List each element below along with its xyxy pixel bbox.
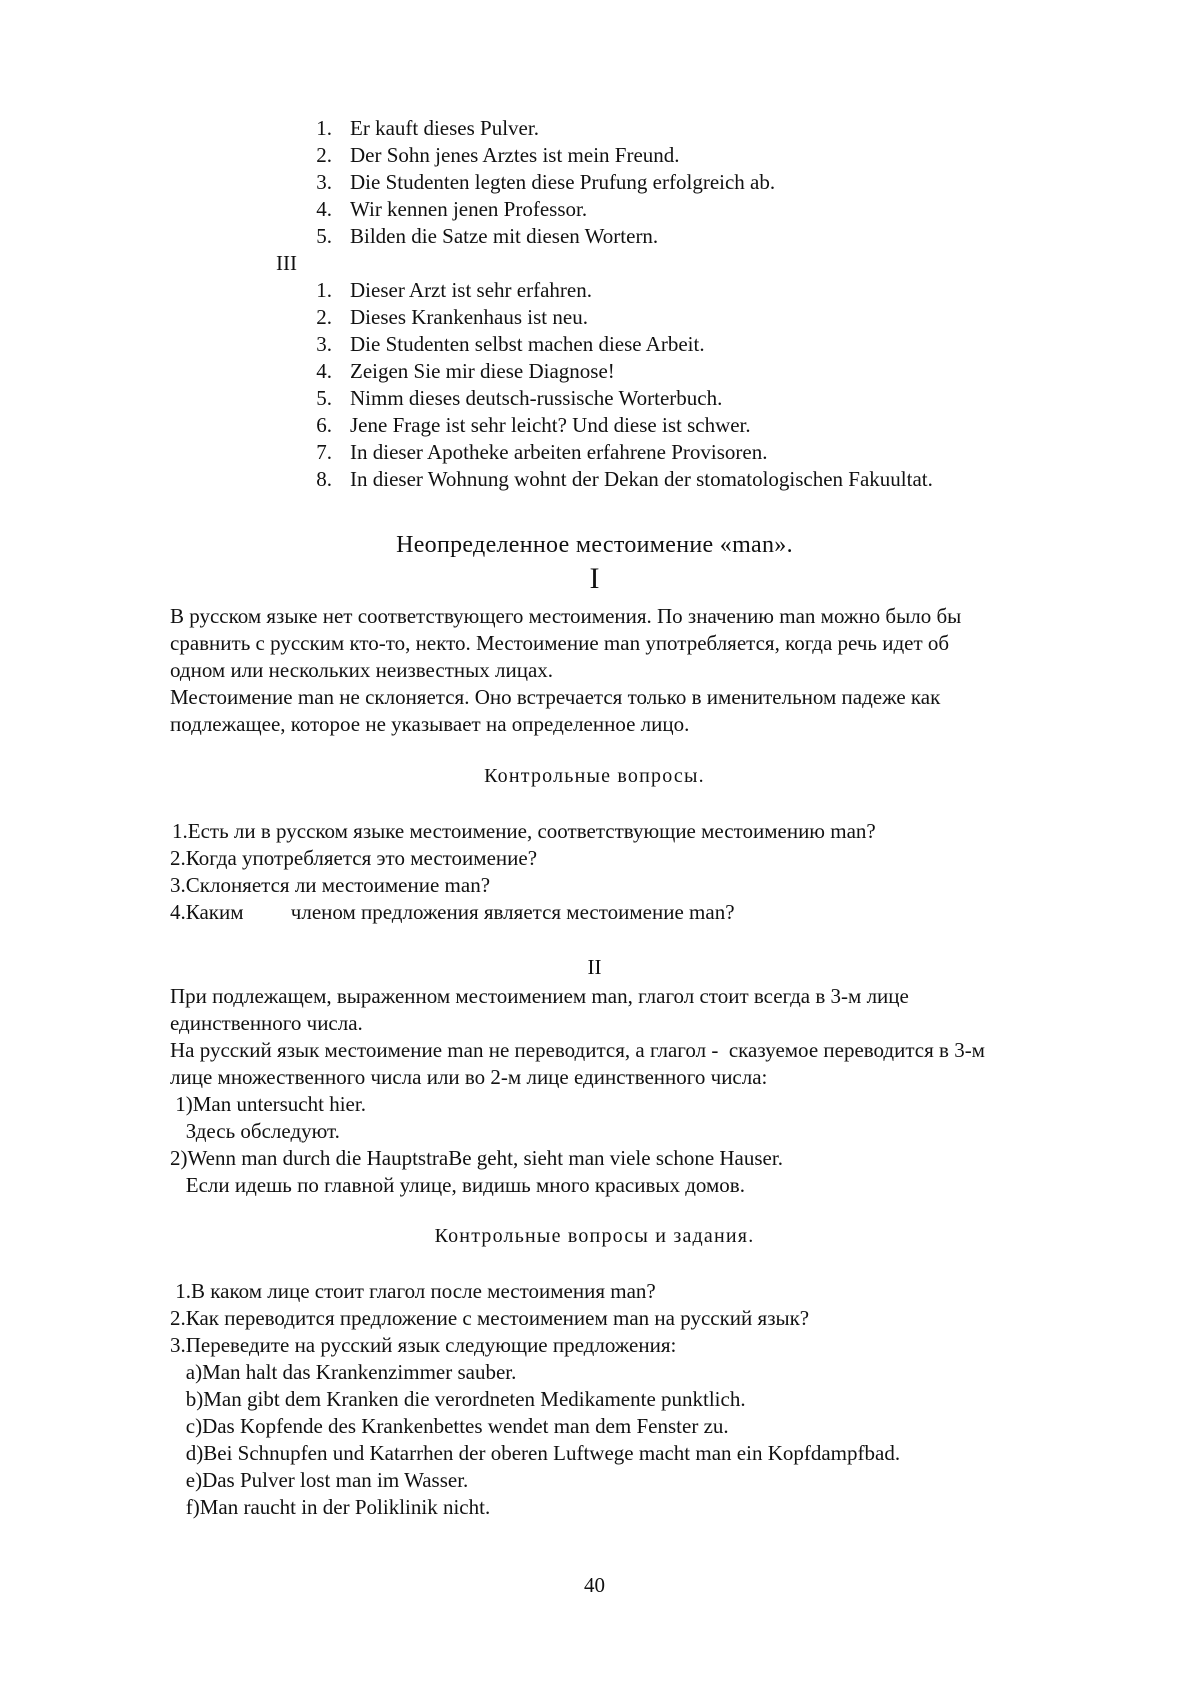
page-number: 40 — [584, 1573, 605, 1597]
section-iii-label: III — [276, 251, 297, 275]
list-item-number: 3. — [316, 332, 332, 356]
list-item-number: 1. — [316, 116, 332, 140]
list-item-text: Bilden die Satze mit diesen Wortern. — [350, 224, 659, 248]
list-item-number: 5. — [316, 224, 332, 248]
list-item-number: 8. — [316, 467, 332, 491]
list-item-number: 4. — [316, 359, 332, 383]
list-item-text: In dieser Apotheke arbeiten erfahrene Provisoren. — [350, 440, 768, 464]
list-item-text: Die Studenten legten diese Prufung erfolgreich ab. — [350, 170, 776, 194]
task-sentence: a)Man halt das Krankenzimmer sauber. — [170, 1360, 517, 1384]
example-translation: Здесь обследуют. — [170, 1119, 340, 1143]
paragraph-line: При подлежащем, выраженном местоимением man, глагол стоит всегда в 3-м лице — [170, 984, 909, 1008]
paragraph-line: единственного числа. — [170, 1011, 363, 1035]
task-line: 2.Как переводится предложение с местоимением man на русский язык? — [170, 1306, 810, 1330]
list-item-text: Nimm dieses deutsch-russische Worterbuch. — [350, 386, 723, 410]
paragraph-line: подлежащее, которое не указывает на определенное лицо. — [170, 712, 690, 736]
list-item-text: Er kauft dieses Pulver. — [350, 116, 539, 140]
list-item-number: 2. — [316, 143, 332, 167]
list-item-number: 6. — [316, 413, 332, 437]
list-item-text: Dieser Arzt ist sehr erfahren. — [350, 278, 592, 302]
question-line: 2.Когда употребляется это местоимение? — [170, 846, 538, 870]
example-line: 2)Wenn man durch die HauptstraBe geht, sieht man viele schone Hauser. — [170, 1146, 783, 1170]
control-questions-title: Контрольные вопросы. — [484, 765, 705, 787]
example-line: 1)Man untersucht hier. — [170, 1092, 366, 1116]
section-title: Неопределенное местоимение «man». — [396, 532, 793, 558]
task-line: 3.Переведите на русский язык следующие предложения: — [170, 1333, 677, 1357]
task-sentence: c)Das Kopfende des Krankenbettes wendet man dem Fenster zu. — [170, 1414, 729, 1438]
paragraph-line: В русском языке нет соответствующего местоимения. По значению man можно было бы — [170, 604, 962, 628]
list-item-text: Zeigen Sie mir diese Diagnose! — [350, 359, 615, 383]
list-item-text: In dieser Wohnung wohnt der Dekan der stomatologischen Fakuultat. — [350, 467, 933, 491]
list-item-number: 2. — [316, 305, 332, 329]
question-line: 4.Каким членом предложения является местоимение man? — [170, 900, 735, 924]
list-item-number: 7. — [316, 440, 332, 464]
paragraph-line: Местоимение man не склоняется. Оно встречается только в именительном падеже как — [170, 685, 941, 709]
part-ii-label: II — [587, 955, 602, 979]
task-line: 1.В каком лице стоит глагол после местоимения man? — [170, 1279, 656, 1303]
list-item-number: 3. — [316, 170, 332, 194]
task-sentence: f)Man raucht in der Poliklinik nicht. — [170, 1495, 491, 1519]
list-item-number: 5. — [316, 386, 332, 410]
list-item-text: Wir kennen jenen Professor. — [350, 197, 588, 221]
list-item-number: 4. — [316, 197, 332, 221]
paragraph-line: лице множественного числа или во 2-м лице единственного числа: — [170, 1065, 768, 1089]
task-sentence: b)Man gibt dem Kranken die verordneten Medikamente punktlich. — [170, 1387, 746, 1411]
question-line: 3.Склоняется ли местоимение man? — [170, 873, 491, 897]
list-item-text: Jene Frage ist sehr leicht? Und diese ist schwer. — [350, 413, 751, 437]
task-sentence: d)Bei Schnupfen und Katarrhen der oberen Luftwege macht man ein Kopfdampfbad. — [170, 1441, 901, 1465]
example-translation: Если идешь по главной улице, видишь много красивых домов. — [170, 1173, 745, 1197]
paragraph-line: На русский язык местоимение man не переводится, а глагол - сказуемое переводится в 3-м — [170, 1038, 985, 1062]
tasks-title: Контрольные вопросы и задания. — [434, 1225, 755, 1247]
paragraph-line: одном или нескольких неизвестных лицах. — [170, 658, 554, 682]
list-item-text: Dieses Krankenhaus ist neu. — [350, 305, 588, 329]
list-item-text: Die Studenten selbst machen diese Arbeit. — [350, 332, 705, 356]
list-item-text: Der Sohn jenes Arztes ist mein Freund. — [350, 143, 680, 167]
question-line: 1.Есть ли в русском языке местоимение, соответствующие местоимению man? — [172, 819, 876, 843]
task-sentence: e)Das Pulver lost man im Wasser. — [170, 1468, 469, 1492]
part-i-label: I — [589, 562, 600, 595]
paragraph-line: сравнить с русским кто-то, некто. Местоимение man употребляется, когда речь идет об — [170, 631, 950, 655]
list-item-number: 1. — [316, 278, 332, 302]
